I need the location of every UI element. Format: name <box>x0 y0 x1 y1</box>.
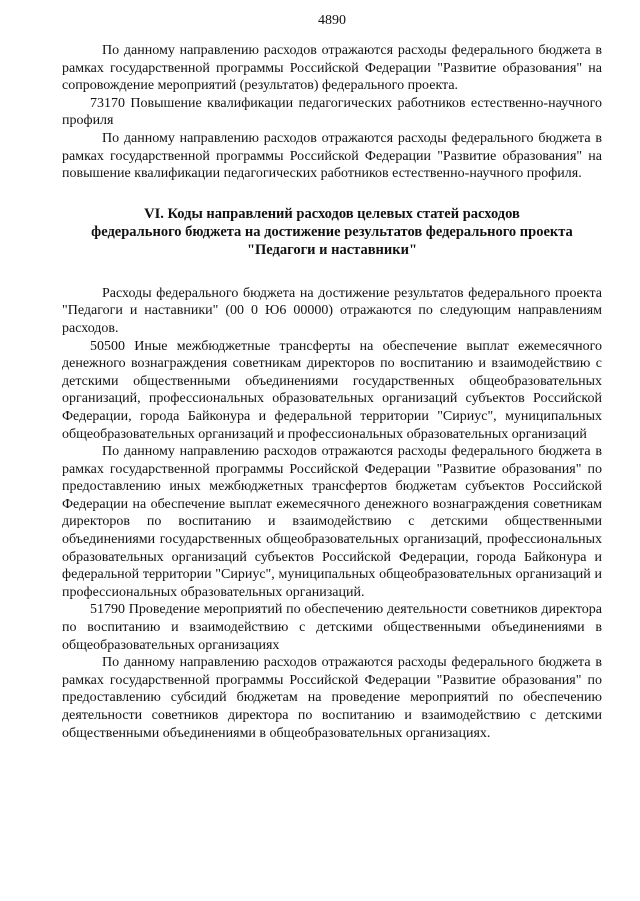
section-heading-line-2: федерального бюджета на достижение результатов федерального проекта <box>91 223 573 240</box>
paragraph-teacher-qualification: По данному направлению расходов отражаются расходы федерального бюджета в рамках государственной программы Российской Федерации "Развитие образования" на повышение квалификации педагогических работников естественно-научного профиля. <box>62 130 602 182</box>
paragraph-interbudget-transfers: По данному направлению расходов отражаются расходы федерального бюджета в рамках государственной программы Российской Федерации "Развитие образования" по предоставлению иных межбюджетных трансфертов бюджетам субъектов Российской Федерации на обеспечение выплат ежемесячного денежного вознаграждения советникам директоров по воспитанию и взаимодействию с детскими общественными объединениями государственных общеобразовательных организаций, профессиональных образовательных организаций субъектов Российской Федерации, города Байконура и федеральной территории "Сириус", муниципальных общеобразовательных организаций и профессиональных образовательных организаций. <box>62 444 602 600</box>
page-number: 4890 <box>318 13 346 28</box>
section-heading-line-1: VI. Коды направлений расходов целевых статей расходов <box>144 205 520 222</box>
expense-code-50500: 50500 Иные межбюджетные трансферты на обеспечение выплат ежемесячного денежного вознаграждения советникам директоров по воспитанию и взаимодействию с детскими общественными объединениями государственных общеобразовательных организаций, профессиональных образовательных организаций субъектов Российской Федерации, города Байконура и федеральной территории "Сириус", муниципальных общеобразовательных организаций и профессиональных образовательных организаций <box>62 338 602 442</box>
section-heading <box>62 205 602 259</box>
document-page <box>62 12 602 742</box>
paragraph-support-events: По данному направлению расходов отражаются расходы федерального бюджета в рамках государственной программы Российской Федерации "Развитие образования" на сопровождение мероприятий (результатов) федерального проекта. <box>62 43 602 94</box>
section-heading-line-3: "Педагоги и наставники" <box>246 241 418 258</box>
expense-code-51790: 51790 Проведение мероприятий по обеспечению деятельности советников директора по воспитанию и взаимодействию с детскими общественными объединениями в общеобразовательных организациях <box>62 602 602 653</box>
expense-code-73170: 73170 Повышение квалификации педагогических работников естественно-научного профиля <box>62 95 602 129</box>
paragraph-section-intro: Расходы федерального бюджета на достижение результатов федерального проекта "Педагоги и наставники" (00 0 Ю6 00000) отражаются по следующим направлениям расходов. <box>62 285 602 336</box>
paragraph-subsidies: По данному направлению расходов отражаются расходы федерального бюджета в рамках государственной программы Российской Федерации "Развитие образования" по предоставлению субсидий бюджетам на проведение мероприятий по обеспечению деятельности советников директора по воспитанию и взаимодействию с детскими общественными объединениями в общеобразовательных организациях. <box>62 655 602 741</box>
